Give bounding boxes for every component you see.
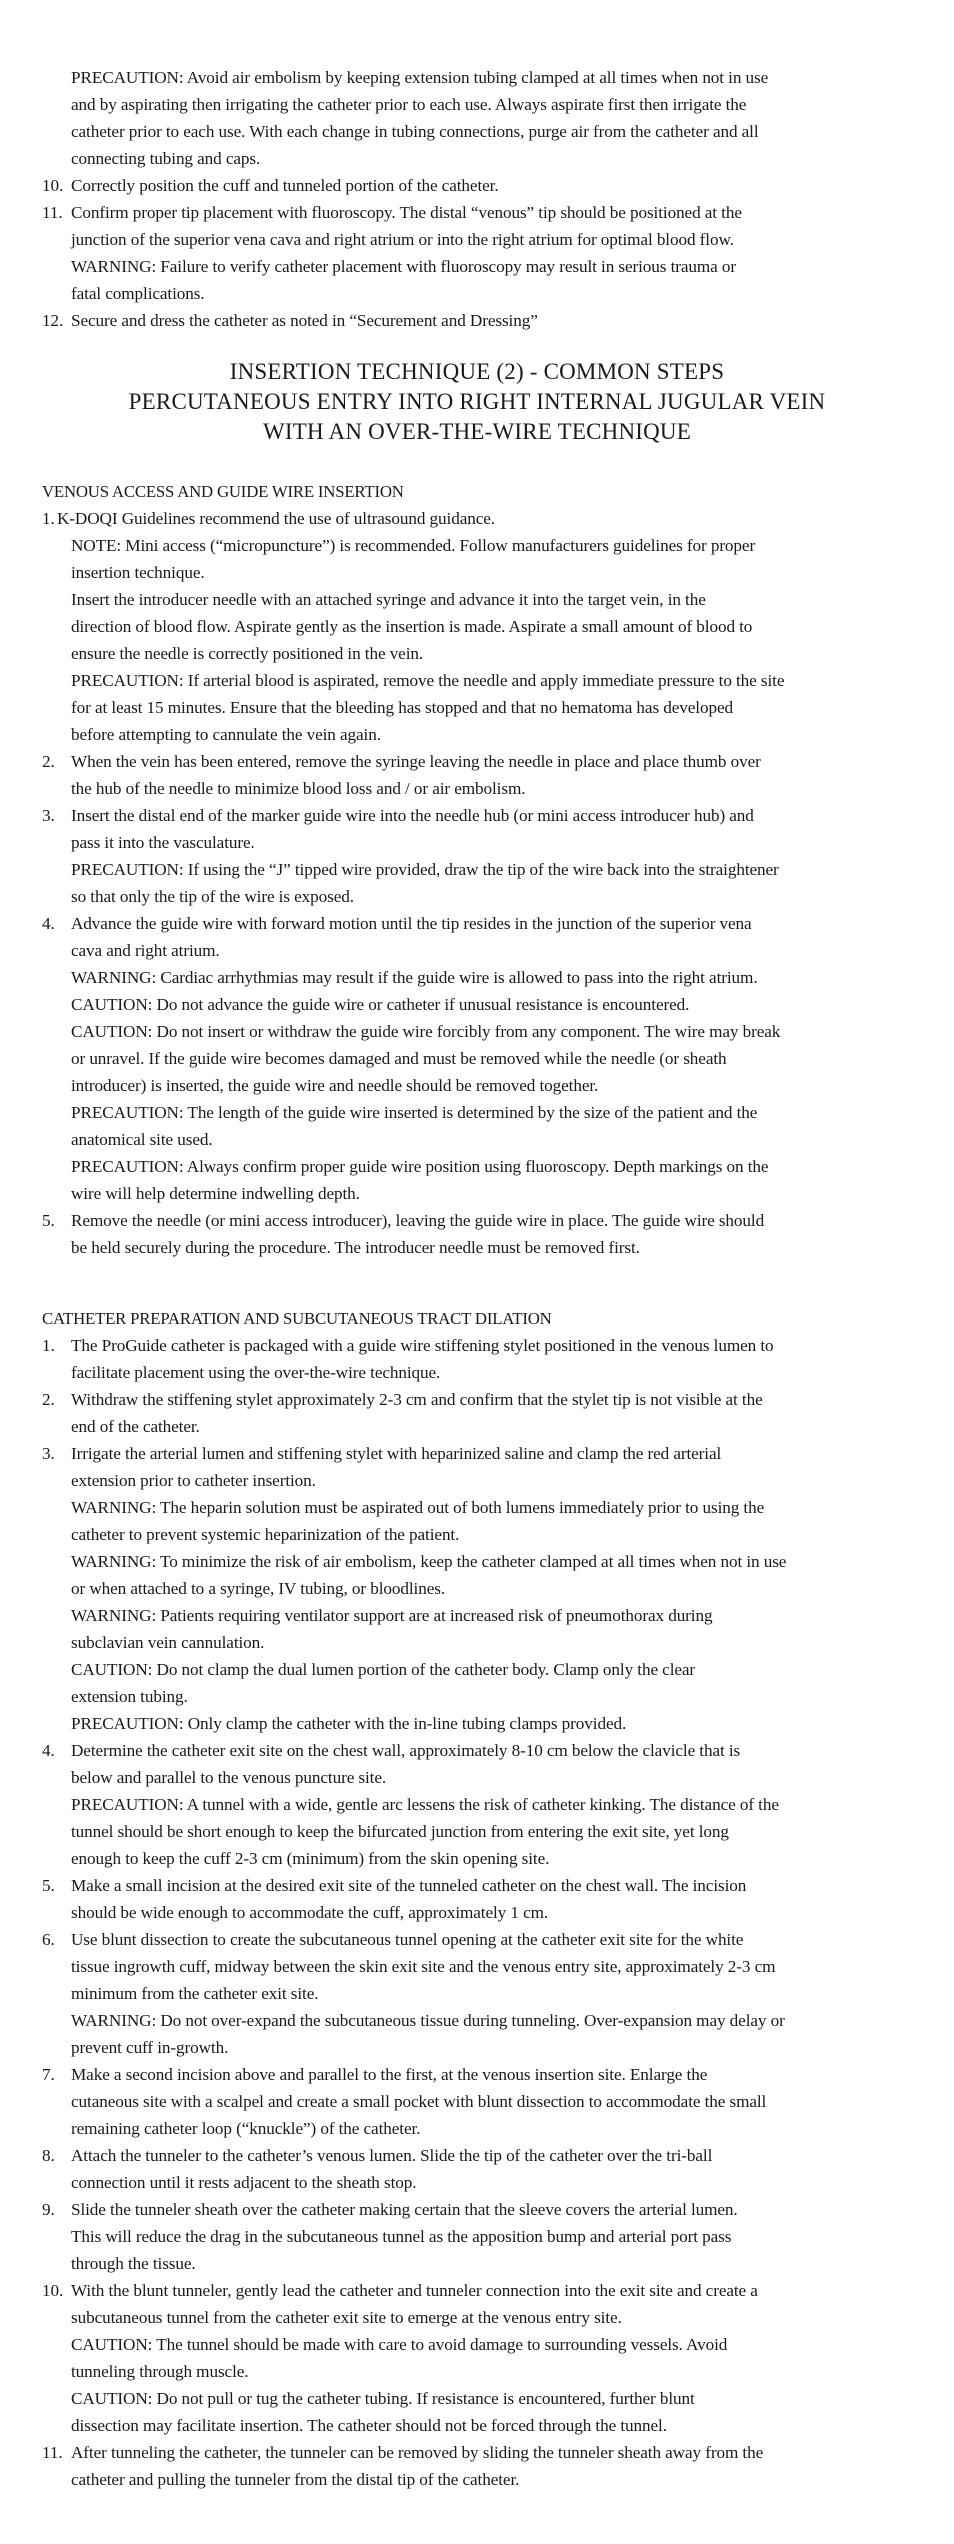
- list-item-text: enough to keep the cuff 2-3 cm (minimum) from the skin opening site.: [71, 1849, 550, 1868]
- list-item-text: insertion technique.: [71, 563, 205, 582]
- list-item-text: junction of the superior vena cava and right atrium or into the right atrium for optimal blood flow.: [71, 230, 734, 249]
- list-item-text: With the blunt tunneler, gently lead the catheter and tunneler connection into the exit site and create a: [71, 2281, 758, 2300]
- list-number: 4.: [42, 914, 55, 933]
- section-title-catheter-preparation: CATHETER PREPARATION AND SUBCUTANEOUS TRACT DILATION: [42, 1309, 552, 1328]
- list-item-text: CAUTION: Do not insert or withdraw the guide wire forcibly from any component. The wire may break: [71, 1022, 781, 1041]
- list-number: 11.: [42, 2443, 63, 2462]
- list-item-text: ensure the needle is correctly positioned in the vein.: [71, 644, 424, 663]
- list-item-text: be held securely during the procedure. The introducer needle must be removed first.: [71, 1238, 640, 1257]
- list-item-text: Make a second incision above and parallel to the first, at the venous insertion site. Enlarge the: [71, 2065, 708, 2084]
- list-item-text: Secure and dress the catheter as noted in “Securement and Dressing”: [71, 311, 538, 330]
- list-item-text: cava and right atrium.: [71, 941, 220, 960]
- list-item-text: WARNING: Patients requiring ventilator support are at increased risk of pneumothorax during: [71, 1606, 713, 1625]
- list-item-text: PRECAUTION: Always confirm proper guide wire position using fluoroscopy. Depth markings on the: [71, 1157, 769, 1176]
- list-number: 4.: [42, 1741, 55, 1760]
- list-number: 9.: [42, 2200, 55, 2219]
- list-item-text: Advance the guide wire with forward motion until the tip resides in the junction of the superior vena: [71, 914, 752, 933]
- list-item-text: PRECAUTION: If arterial blood is aspirated, remove the needle and apply immediate pressure to the site: [71, 671, 785, 690]
- list-item-text: PRECAUTION: If using the “J” tipped wire provided, draw the tip of the wire back into the straightener: [71, 860, 779, 879]
- list-item-text: WARNING: Failure to verify catheter placement with fluoroscopy may result in serious trauma or: [71, 257, 737, 276]
- list-item-text: CAUTION: Do not pull or tug the catheter tubing. If resistance is encountered, further blunt: [71, 2389, 695, 2408]
- list-item-text: prevent cuff in-growth.: [71, 2038, 229, 2057]
- list-item-text: extension tubing.: [71, 1687, 188, 1706]
- list-item-text: tunnel should be short enough to keep the bifurcated junction from entering the exit site, yet long: [71, 1822, 729, 1841]
- section-heading-line-1: INSERTION TECHNIQUE (2) - COMMON STEPS: [229, 359, 725, 384]
- list-item-text: Withdraw the stiffening stylet approximately 2-3 cm and confirm that the stylet tip is not visible at the: [71, 1390, 763, 1409]
- section-title-venous-access: VENOUS ACCESS AND GUIDE WIRE INSERTION: [42, 482, 404, 501]
- list-item-text: Insert the introducer needle with an attached syringe and advance it into the target vein, in the: [71, 590, 706, 609]
- list-number: 2.: [42, 752, 55, 771]
- list-item-text: for at least 15 minutes. Ensure that the bleeding has stopped and that no hematoma has developed: [71, 698, 733, 717]
- list-number: 10.: [42, 176, 64, 195]
- list-item-text: This will reduce the drag in the subcutaneous tunnel as the apposition bump and arterial port pass: [71, 2227, 732, 2246]
- list-item-text: WARNING: To minimize the risk of air embolism, keep the catheter clamped at all times when not in use: [71, 1552, 787, 1571]
- list-item-text: should be wide enough to accommodate the cuff, approximately 1 cm.: [71, 1903, 549, 1922]
- list-item-text: remaining catheter loop (“knuckle”) of the catheter.: [71, 2119, 421, 2138]
- list-item-text: below and parallel to the venous puncture site.: [71, 1768, 387, 1787]
- list-item-text: connection until it rests adjacent to the sheath stop.: [71, 2173, 417, 2192]
- list-number: 2.: [42, 1390, 55, 1409]
- list-item-text: PRECAUTION: The length of the guide wire inserted is determined by the size of the patient and the: [71, 1103, 758, 1122]
- section-heading-line-2: PERCUTANEOUS ENTRY INTO RIGHT INTERNAL JUGULAR VEIN: [128, 389, 826, 414]
- list-item-text: through the tissue.: [71, 2254, 196, 2273]
- list-item-text: direction of blood flow. Aspirate gently as the insertion is made. Aspirate a small amount of blood to: [71, 617, 753, 636]
- list-item-text: Use blunt dissection to create the subcutaneous tunnel opening at the catheter exit site for the white: [71, 1930, 744, 1949]
- precaution-line: catheter prior to each use. With each change in tubing connections, purge air from the catheter and all: [71, 122, 759, 141]
- list-item-text: Insert the distal end of the marker guide wire into the needle hub (or mini access introducer hub) and: [71, 806, 754, 825]
- list-item-text: catheter to prevent systemic heparinization of the patient.: [71, 1525, 460, 1544]
- list-item-text: WARNING: Do not over-expand the subcutaneous tissue during tunneling. Over-expansion may delay or: [71, 2011, 785, 2030]
- list-item-text: When the vein has been entered, remove the syringe leaving the needle in place and place thumb over: [71, 752, 761, 771]
- list-item-text: extension prior to catheter insertion.: [71, 1471, 316, 1490]
- list-item-text: After tunneling the catheter, the tunneler can be removed by sliding the tunneler sheath away from the: [71, 2443, 764, 2462]
- list-item-text: WARNING: The heparin solution must be aspirated out of both lumens immediately prior to using the: [71, 1498, 765, 1517]
- list-item-text: so that only the tip of the wire is exposed.: [71, 887, 354, 906]
- list-number: 6.: [42, 1930, 55, 1949]
- list-number: 8.: [42, 2146, 55, 2165]
- list-item-text: before attempting to cannulate the vein again.: [71, 725, 381, 744]
- list-item-text: CAUTION: Do not advance the guide wire or catheter if unusual resistance is encountered.: [71, 995, 690, 1014]
- list-item-text: or when attached to a syringe, IV tubing, or bloodlines.: [71, 1579, 446, 1598]
- list-number: 1.: [42, 509, 55, 528]
- list-item-text: or unravel. If the guide wire becomes damaged and must be removed while the needle (or sheath: [71, 1049, 727, 1068]
- list-item-text: PRECAUTION: Only clamp the catheter with the in-line tubing clamps provided.: [71, 1714, 627, 1733]
- list-item-text: NOTE: Mini access (“micropuncture”) is recommended. Follow manufacturers guidelines for proper: [71, 536, 756, 555]
- precaution-line: and by aspirating then irrigating the catheter prior to each use. Always aspirate first then irrigate the: [71, 95, 747, 114]
- list-item-text: Correctly position the cuff and tunneled portion of the catheter.: [71, 176, 499, 195]
- list-item-text: CAUTION: The tunnel should be made with care to avoid damage to surrounding vessels. Avoid: [71, 2335, 728, 2354]
- list-item-text: Remove the needle (or mini access introducer), leaving the guide wire in place. The guide wire should: [71, 1211, 765, 1230]
- list-item-text: PRECAUTION: A tunnel with a wide, gentle arc lessens the risk of catheter kinking. The distance of the: [71, 1795, 779, 1814]
- list-item-text: fatal complications.: [71, 284, 205, 303]
- precaution-line: PRECAUTION: Avoid air embolism by keeping extension tubing clamped at all times when not in use: [71, 68, 769, 87]
- precaution-line: connecting tubing and caps.: [71, 149, 261, 168]
- list-item-text: Attach the tunneler to the catheter’s venous lumen. Slide the tip of the catheter over the tri-ball: [71, 2146, 713, 2165]
- list-number: 5.: [42, 1211, 55, 1230]
- list-item-text: minimum from the catheter exit site.: [71, 1984, 319, 2003]
- list-item-text: Determine the catheter exit site on the chest wall, approximately 8-10 cm below the clavicle that is: [71, 1741, 741, 1760]
- list-item-text: Make a small incision at the desired exit site of the tunneled catheter on the chest wall. The incision: [71, 1876, 747, 1895]
- list-number: 7.: [42, 2065, 55, 2084]
- list-number: 11.: [42, 203, 63, 222]
- list-item-text: subclavian vein cannulation.: [71, 1633, 265, 1652]
- list-item-text: anatomical site used.: [71, 1130, 213, 1149]
- list-number: 3.: [42, 1444, 55, 1463]
- list-item-text: The ProGuide catheter is packaged with a guide wire stiffening stylet positioned in the venous lumen to: [71, 1336, 774, 1355]
- list-item-text: end of the catheter.: [71, 1417, 200, 1436]
- list-item-text: CAUTION: Do not clamp the dual lumen portion of the catheter body. Clamp only the clear: [71, 1660, 696, 1679]
- list-item-text: Confirm proper tip placement with fluoroscopy. The distal “venous” tip should be positioned at the: [71, 203, 742, 222]
- list-item-text: Irrigate the arterial lumen and stiffening stylet with heparinized saline and clamp the red arterial: [71, 1444, 722, 1463]
- list-item-text: WARNING: Cardiac arrhythmias may result if the guide wire is allowed to pass into the right atrium.: [71, 968, 758, 987]
- list-item-text: introducer) is inserted, the guide wire and needle should be removed together.: [71, 1076, 599, 1095]
- list-number: 10.: [42, 2281, 64, 2300]
- list-item-text: the hub of the needle to minimize blood loss and / or air embolism.: [71, 779, 526, 798]
- list-item-text: tunneling through muscle.: [71, 2362, 249, 2381]
- section-heading-line-3: WITH AN OVER-THE-WIRE TECHNIQUE: [263, 419, 691, 444]
- list-item-text: cutaneous site with a scalpel and create a small pocket with blunt dissection to accommodate the small: [71, 2092, 767, 2111]
- list-item-text: tissue ingrowth cuff, midway between the skin exit site and the venous entry site, approximately 2-3 cm: [71, 1957, 776, 1976]
- list-number: 12.: [42, 311, 64, 330]
- list-item-text: K-DOQI Guidelines recommend the use of ultrasound guidance.: [57, 509, 495, 528]
- list-item-text: catheter and pulling the tunneler from the distal tip of the catheter.: [71, 2470, 520, 2489]
- list-item-text: dissection may facilitate insertion. The catheter should not be forced through the tunnel.: [71, 2416, 667, 2435]
- list-item-text: wire will help determine indwelling depth.: [71, 1184, 360, 1203]
- list-item-text: Slide the tunneler sheath over the catheter making certain that the sleeve covers the arterial lumen.: [71, 2200, 738, 2219]
- list-number: 3.: [42, 806, 55, 825]
- list-item-text: facilitate placement using the over-the-wire technique.: [71, 1363, 441, 1382]
- list-number: 5.: [42, 1876, 55, 1895]
- list-item-text: pass it into the vasculature.: [71, 833, 255, 852]
- list-number: 1.: [42, 1336, 55, 1355]
- list-item-text: subcutaneous tunnel from the catheter exit site to emerge at the venous entry site.: [71, 2308, 622, 2327]
